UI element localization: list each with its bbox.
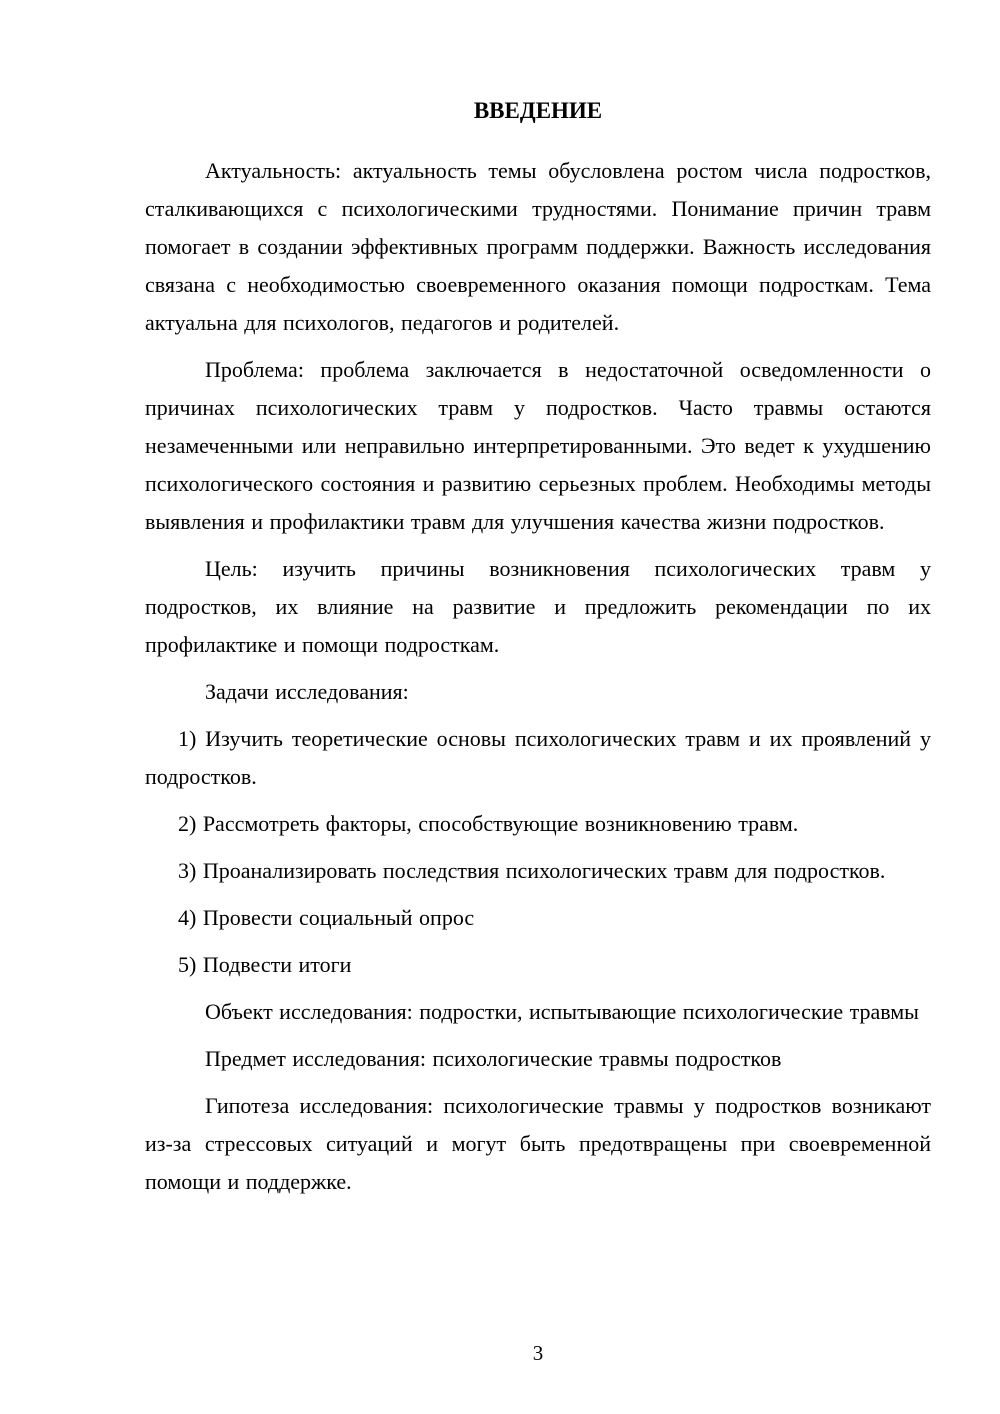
paragraph-zadachi-heading: Задачи исследования: bbox=[205, 679, 409, 704]
paragraph-predmet: Предмет исследования: психологические травмы подростков bbox=[205, 1046, 782, 1071]
list-item-1: 1) Изучить теоретические основы психологических травм и их проявлений у подростков. bbox=[145, 726, 931, 789]
page-number: 3 bbox=[532, 1341, 544, 1365]
paragraph-tsel: Цель: изучить причины возникновения психологических травм у подростков, их влияние на развитие и предложить рекомендации по их профилактике и помощи подросткам. bbox=[145, 556, 931, 657]
paragraph-problema: Проблема: проблема заключается в недостаточной осведомленности о причинах психологических травм у подростков. Часто травмы остаются незамеченными или неправильно интерпретированными. Это ведет к ухудшению психологического состояния и развитию серьезных проблем. Необходимы методы выявления и профилактики травм для улучшения качества жизни подростков. bbox=[145, 357, 931, 534]
list-item-2: 2) Рассмотреть факторы, способствующие возникновению травм. bbox=[178, 811, 799, 836]
list-item-5: 5) Подвести итоги bbox=[178, 952, 352, 977]
list-item-4: 4) Провести социальный опрос bbox=[178, 905, 475, 930]
paragraph-obyekt: Объект исследования: подростки, испытывающие психологические травмы bbox=[205, 999, 919, 1024]
document-content bbox=[145, 92, 931, 1210]
list-item-3: 3) Проанализировать последствия психологических травм для подростков. bbox=[178, 858, 886, 883]
paragraph-aktualnost: Актуальность: актуальность темы обусловлена ростом числа подростков, сталкивающихся с психологическими трудностями. Понимание причин травм помогает в создании эффективных программ поддержки. Важность исследования связана с необходимостью своевременного оказания помощи подросткам. Тема актуальна для психологов, педагогов и родителей. bbox=[145, 158, 931, 335]
paragraph-gipoteza: Гипотеза исследования: психологические травмы у подростков возникают из-за стрессовых ситуаций и могут быть предотвращены при своевременной помощи и поддержке. bbox=[145, 1093, 931, 1194]
page-title: ВВЕДЕНИЕ bbox=[473, 98, 603, 123]
